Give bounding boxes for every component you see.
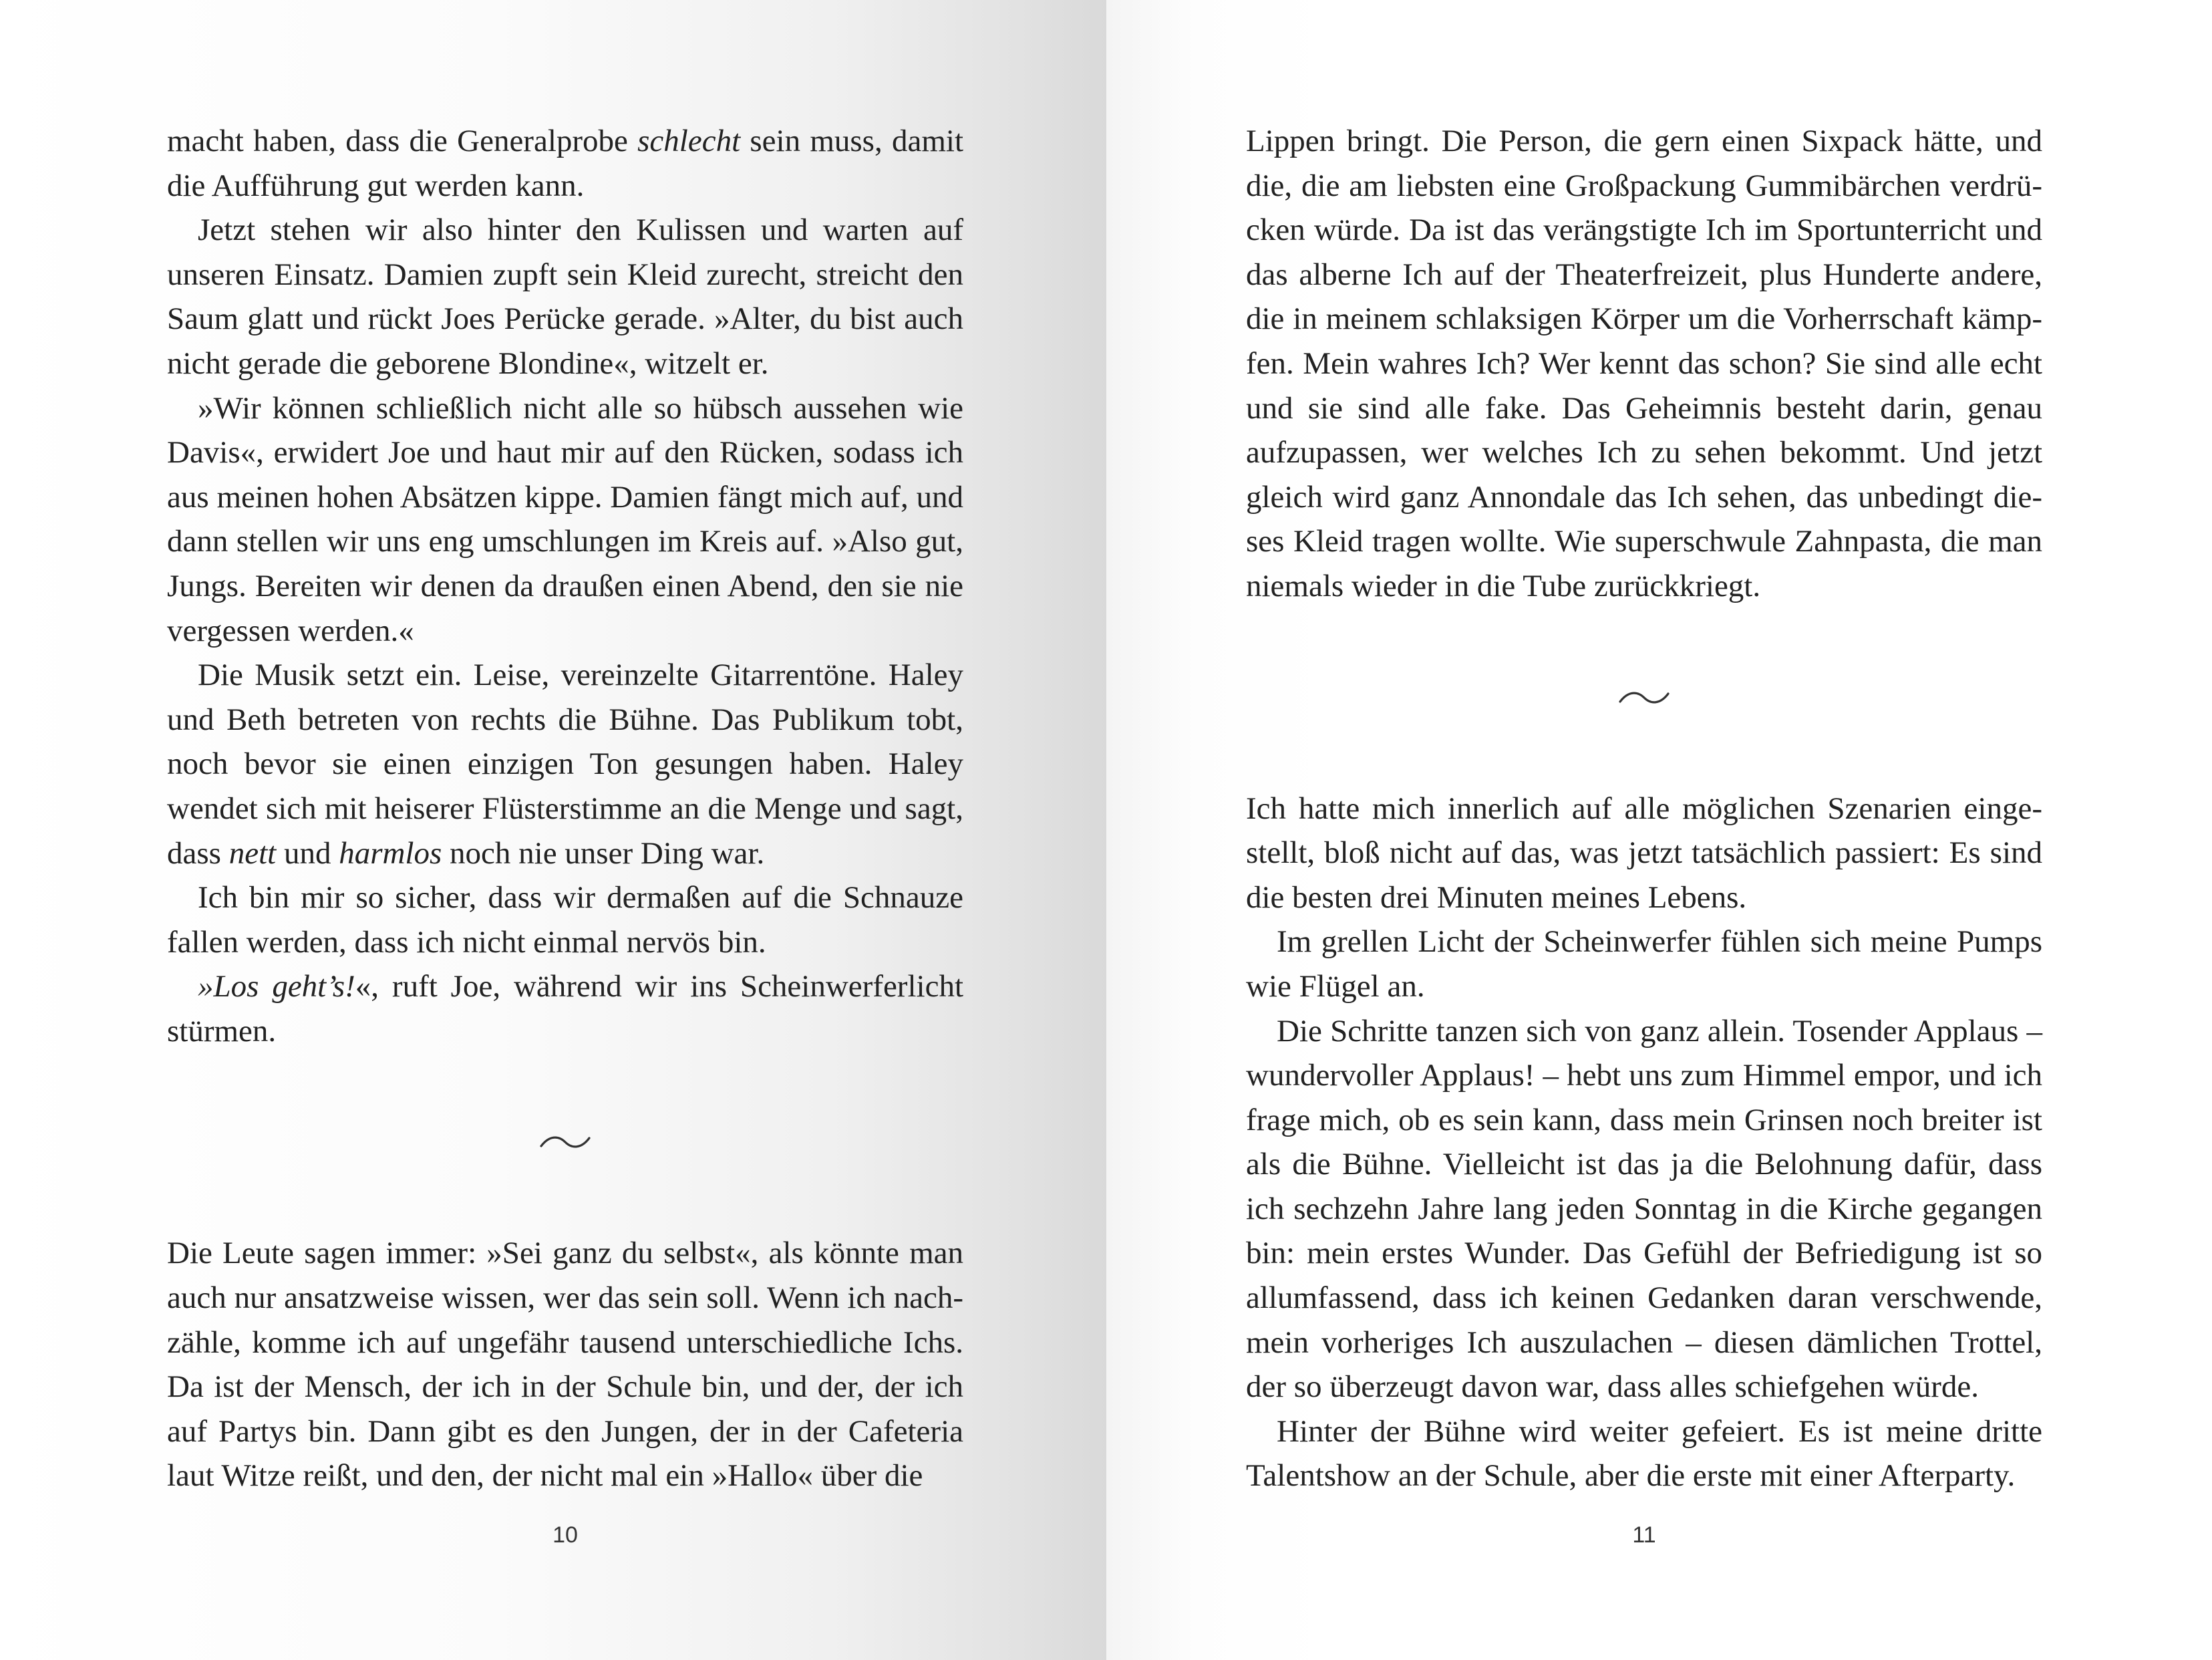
text-run: und — [276, 835, 339, 871]
left-section-1 — [167, 119, 963, 1053]
body-paragraph — [167, 208, 963, 386]
text-run: Die Schritte tanzen sich von ganz allein. Tosender Applaus – wundervoller Applaus! – hebt uns zum Himmel empor, und ich frage mich, ob es sein kann, dass mein Grinsen noch breiter ist als die Bühne. Vielleicht ist das ja die Belohnung dafür, dass ich sechzehn Jahre lang jeden Sonntag in die Kirche gegangen bin: mein erstes Wunder. Das Gefühl der Befriedigung ist so allumfassend, dass ich keinen Gedanken daran verschwende, mein vorheriges Ich auszulachen – diesen dämlichen Trottel, der so überzeugt davon war, dass alles schiefgehen würde. — [1246, 1013, 2042, 1405]
page-number-left: 10 — [552, 1522, 578, 1548]
italic-text: »Los geht’s! — [198, 969, 355, 1004]
right-section-2 — [1246, 787, 2042, 1499]
italic-text: schlecht — [637, 124, 741, 158]
body-paragraph — [1246, 1009, 2042, 1409]
italic-text: nett — [228, 835, 277, 871]
text-run: Jetzt stehen wir also hinter den Kulissen und warten auf unseren Einsatz. Damien zupft sein Kleid zurecht, streicht den Saum glatt und rückt Joes Perücke gerade. »Alter, du bist auch nicht gerade die geborene Blondine«, witzelt er. — [167, 213, 963, 381]
body-paragraph — [167, 386, 963, 654]
body-paragraph — [1246, 1409, 2042, 1498]
section-separator — [1246, 609, 2042, 787]
text-run: «, ruft Joe, während wir ins Scheinwerferlicht stürmen. — [167, 969, 963, 1049]
left-section-2 — [167, 1231, 963, 1498]
text-run: Hinter der Bühne wird weiter gefeiert. Es ist meine dritte Talentshow an der Schule, aber die erste mit einer Afterparty. — [1246, 1413, 2042, 1494]
tilde-ornament-icon — [1617, 687, 1671, 708]
text-run: macht haben, dass die Generalprobe — [167, 124, 638, 158]
text-run: Ich bin mir so sicher, dass wir dermaßen auf die Schnauze fallen werden, dass ich nicht einmal nervös bin. — [167, 880, 963, 960]
left-page-text — [167, 119, 963, 1498]
text-run: Die Musik setzt ein. Leise, vereinzelte Gitarrentöne. Haley und Beth betreten von rechts die Bühne. Das Publikum tobt, noch bevor sie einen einzigen Ton gesungen haben. Haley wendet sich mit heiserer Flüsterstimme an die Menge und sagt, dass — [167, 658, 963, 871]
tilde-ornament-icon — [538, 1131, 592, 1153]
body-paragraph — [167, 653, 963, 875]
text-run: Die Leute sagen immer: »Sei ganz du selbst«, als könnte man auch nur ansatzweise wissen, wer das sein soll. Wenn ich nachzähle, komme ich auf ungefähr tausend unterschiedliche Ichs. Da ist der Mensch, der ich in der Schule bin, und der, der ich auf Partys bin. Dann gibt es den Jungen, der in der Cafeteria laut Witze reißt, und den, der nicht mal ein »Hallo« über die — [167, 1236, 963, 1494]
text-run: Ich hatte mich innerlich auf alle möglichen Szenarien eingestellt, bloß nicht auf das, was jetzt tatsächlich passiert: Es sind die besten drei Minuten meines Lebens. — [1246, 791, 2042, 915]
text-run: sein muss, damit die Aufführung gut werden kann. — [167, 124, 964, 203]
page-number-right: 11 — [1632, 1522, 1656, 1548]
text-run: Im grellen Licht der Scheinwerfer fühlen sich meine Pumps wie Flügel an. — [1246, 924, 2042, 1004]
right-page-text — [1246, 119, 2042, 1498]
body-paragraph — [1246, 920, 2042, 1008]
body-paragraph — [167, 875, 963, 964]
body-paragraph — [1246, 119, 2042, 609]
text-run: noch nie unser Ding war. — [442, 835, 765, 871]
body-paragraph — [167, 964, 963, 1053]
body-paragraph — [1246, 787, 2042, 920]
body-paragraph — [167, 119, 963, 208]
section-separator — [167, 1053, 963, 1231]
body-paragraph — [167, 1231, 963, 1498]
right-section-1 — [1246, 119, 2042, 609]
text-run: Lippen bringt. Die Person, die gern einen Sixpack hätte, und die, die am liebsten eine Großpackung Gummibärchen verdrücken würde. Da ist das verängstigte Ich im Sportunterricht und das alberne Ich auf der Theaterfreizeit, plus Hunderte andere, die in meinem schlaksigen Körper um die Vorherrschaft kämpfen. Mein wahres Ich? Wer kennt das schon? Sie sind alle echt und sie sind alle fake. Das Geheimnis besteht darin, genau aufzupassen, wer welches Ich zu sehen bekommt. Und jetzt gleich wird ganz Annondale das Ich sehen, das unbedingt dieses Kleid tragen wollte. Wie superschwule Zahnpasta, die man niemals wieder in die Tube zurückkriegt. — [1246, 124, 2042, 603]
italic-text: harmlos — [339, 835, 442, 871]
text-run: »Wir können schließlich nicht alle so hübsch aussehen wie Davis«, erwidert Joe und haut mir auf den Rücken, sodass ich aus meinen hohen Absätzen kippe. Damien fängt mich auf, und dann stellen wir uns eng umschlungen im Kreis auf. »Also gut, Jungs. Bereiten wir denen da draußen einen Abend, den sie nie vergessen werden.« — [167, 390, 963, 648]
right-page — [1106, 0, 2212, 1660]
